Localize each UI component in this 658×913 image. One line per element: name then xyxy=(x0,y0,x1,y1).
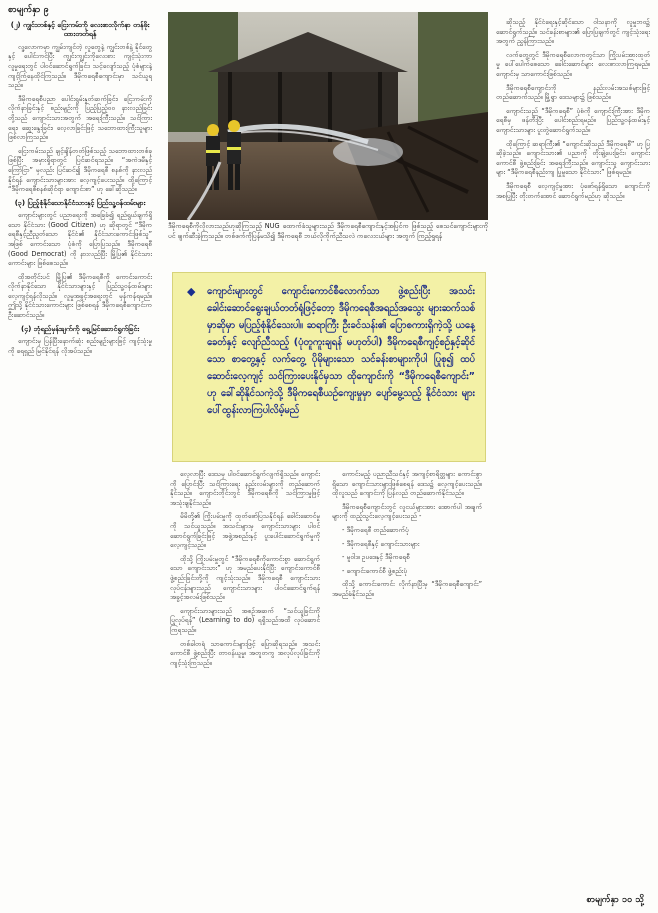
paragraph: ဒီမိုကရေစီကျောင်းကို နည်းလမ်းအသစ်များဖြင့် တည်ဆောက်သည်။ မြို့ရွာ ဒေသများ၌ ဖြစ်သည်။ xyxy=(496,83,650,102)
section-heading-2: (၂) ကျွင်းတစ်နှင့် ငြေးကမ်းကို လေးစားလိုက်နာ တန်ဖိုးထားတတ်ရန် xyxy=(10,21,150,39)
paragraph: လေ့လာပြီး ဒေသမှ ပါဝင်ဆောင်ရွက်လျက်ရှိသည်။ ကျောင်းကို ပြောင်းပြီး သင်ကြားရေး နည်းလမ်းများကို တည်ဆောက်နိုင်သည်။ ကျောင်းတိုင်းတွင် ဒီမိုကရေစီကို သင်ကြားမှုဖြင့် အသုံးချနိုင်သည်။ xyxy=(170,470,320,507)
news-photo-burned-school xyxy=(168,12,488,220)
column-3 xyxy=(332,470,482,902)
paragraph: ငြေးကမ်းသည် ချင့်ချိန်တတ်ဖြစ်သည့် သဘောထားတစ်ခု ဖြစ်ပြီး အမှားရှိရာတွင် ပြင်ဆင်ရသည်။ “အကဲဒမီနှင့် ကြော်ငြာ” မှလည်း ပြင်ဆင်၍ ဒီမိုကရေစီ စနစ်ကို နားလည်နိုင်ရန် ကျောင်းသားများအား လေ့ကျင့်ပေးသည်။ ထို့ကြောင့် “ဒီမိုကရေစီစနစ်ဆိုင်ရာ ကျောင်းစာ” ဟု ခေါ်ဆိုသည်။ xyxy=(8,146,152,194)
paragraph: ထိုအတိုင်းပင် မြို့ပြ၏ ဒီမိုကရေစီကို ကောင်းကောင်း လိုက်နာနိုင်သော နိုင်ငံသားများနှင့် ပြည်သူ့ဝန်ထမ်းများ လေ့ကျင့်ရန်လိုသည်။ လူမှုအခွင့်အရေးတွင် မှန်ကန်ရမည်။ ဤသို့ နိုင်ငံသားကောင်းများ ဖြစ်စေရန် ဒီမိုကရေစီကျောင်းက ဦးဆောင်သည်။ xyxy=(8,272,152,320)
paragraph: လက်တွေ့တွင် ဒီမိုကရေစီလောကတွင်သာ ကြိုးပမ်းအားထုတ်မှု ပေါ်ပေါက်စေသော ခေါင်းဆောင်များ လေးစားလာကြရမည်။ ကျောင်းမှ သာကောင်းဖြစ်သည်။ xyxy=(496,50,650,78)
page-number-bottom: စာမျက်နှာ ၁၀ သို့ xyxy=(586,895,644,905)
pull-quote-box xyxy=(172,272,486,462)
list-item: - ဒီမိုကရေစီ တည်ဆောက်ပုံ xyxy=(342,525,409,534)
pull-quote-text: ကျောင်းများတွင် ကျောင်းကောင်စီလောက်သာ ဖွဲ့စည်းပြီး အသင်း ခေါင်းဆောင်ရွေးချယ်တတ်ရုံဖြင့်တော့ ဒီမိုကရေစီအရည်အသွေး များဆက်သစ်မှာဆိုမှာ မပြည့်စုံနိုင်သေးပါ။ ဆရာကြီး ဦးခင်သန်း၏ ပြောစကားရှိကဲ့သို့ ယနေ့ခေတ်နှင့် လျော်ညီသည့် (ပုံတူကူးချရန် မဟုတ်ပါ) ဒီမိုကရေစီကျင့်စဉ်နှင့်ဆိုင်သော စာတွေ့နှင့် လက်တွေ့ ပိုမိုများသော သင်ခန်းစာများကိုပါ ပြုစု၍ ထပ်ဆောင်းလေ့ကျင့် သင်ကြားပေးနိုင်မှသာ ထိုကျောင်းကို “ဒီမိုကရေစီကျောင်း” ဟု ခေါ်ဆိုနိုင်သကဲ့သို့ ဒီမိုကရေစီယဉ်ကျေးမှုမှာ ပျော်မွေ့သည့် နိုင်ငံသား များ ပေါ်ထွန်းလာကြပါလိမ့်မည် xyxy=(207,286,475,416)
paragraph: ထိုသို့ ကြိုးပမ်းမှုတွင် “ဒီမိုကရေစီကိုကောင်းစွာ ဆောင်ရွက်သော ကျောင်းသား” ဟု အမည်ပေးနိုင်ပြီး ကျောင်းကောင်စီ ဖွဲ့စည်းခြင်းတို့ကို ကျင့်သုံးသည်။ ဒီမိုကရေစီ ကျောင်းသားလုပ်ငန်းများသည် ကျောင်းသားများ ပါဝင်ဆောင်ရွက်ရန် အခွင့်အလမ်းဖြစ်သည်။ xyxy=(170,554,320,602)
paragraph: ကောင်းမည့် ပညာညီသင်နှင့် အကျင့်စာရိတ္တများ ကောင်းစွာ ရှိသော ကျောင်းသားများဖြစ်စေရန် ဒေသ၌ လေ့ကျင့်ပေးသည်။ ထိုလူသည် ကျောင်းကို ပြန်လည် တည်ဆောက်နိုင်သည်။ xyxy=(332,470,482,498)
burned-building-illustration xyxy=(168,12,488,220)
paragraph: ကျောင်းသည် “ဒီမိုကရေစီ” ပုံစံကို ကျောင်းကြီးအား ဒီမိုကရေစီမှ ဖန်တီးပြီး ပေါင်းစည်းရမည်။ ပြည်သူ့ဝန်ထမ်းနှင့် ကျောင်းသားများ ပူးတွဲဆောင်ရွက်သည်။ xyxy=(496,106,650,134)
paragraph: တစ်ခါတရံ သာကောင်းများဖြင့် ပြောဆိုရသည်။ အသင်း ကောင်စီ ဖွဲ့စည်းပြီး တာဝန်ယူမှု၊ အတူတကွ အလုပ်လုပ်ခြင်းကို ကျင့်သုံးကြသည်။ xyxy=(170,639,320,667)
paragraph: ဒီမိုကရေစီပညာ ပေါင်းရွမ်းနှုတ်ဆက်ခြင်း၊ ငြေးကမ်းကို လိုက်နာခြင်းနှင့် စည်းမျဉ်းကို ပြည့်ပြည့်ဝဝ နားလည်ခြင်းတို့သည် ကျောင်းသားအတွက် အရေးကြီးသည်။ သင်ကြားရေး၊ ဆွေးနွေးခြင်း၊ လေ့လာခြင်းဖြင့် သဘောထားကြီးသူများ ဖြစ်လာကြသည်။ xyxy=(8,94,152,142)
column-4 xyxy=(496,18,650,903)
photo-caption: ဒီမိုကရေစီကိုလိုလားသည်ဟုဆိုကြသည့် NUG ထောက်ခံသူများသည် ဒီမိုကရေစီကျောင်းနှင့်အပြင်က ဖြစ်သည့် စေသင်ကျောင်းများကိုပင် ဖျက်ဆီးခဲ့ကြသည်။ တစ်ဖက်ကိုပြန်မသိ၍ ဒီမိုကရေစီ ဘယ်လိုကိုက်ညီသလဲ ကလေးငယ်များ အတွက် ကြည့်ရှုရန် xyxy=(168,222,488,240)
paragraph: ကျောင်းများတွင် ပညာရေးကို အခြေခံ၍ ရည်ရွယ်ချက်ရှိသော နိုင်ငံသား (Good Citizen) ဟု ဆိုရာတွင် “ဒီမိုကရေစီနှင့်ညီညွတ်သော နိုင်ငံ၏ နိုင်ငံသားကောင်းဖြစ်သူ” အဖြစ် ကောင်းသော ပုံစံကို ပြောပြသည်။ ဒီမိုကရေစီ (Good Democrat) ကို နားလည်ပြီး မြို့ပြ၏ နိုင်ငံသားကောင်းများ ဖြစ်စေသည်။ xyxy=(8,211,152,268)
list-item: - မူဝါဒ၊ ဥပဒေနှင့် ဒီမိုကရေစီ xyxy=(342,553,410,562)
section-heading-4: (၄) ဘုံရည်မှန်းချက်ကို ရှေ့မြင်ဆောင်ရွက်ခြင်း xyxy=(20,324,140,333)
paragraph: ကျောင်းမှ ပြန်ပြီးနောက်ဆုံး စည်းမျဉ်းများဖြင့် ကျင့်သုံးမှုကို ရေရှည် မြင်နိုင်ရန် လိုအပ်သည်။ xyxy=(8,337,152,355)
section-heading-3: (၃) ပြည့်စုံနိုင်သောနိုင်ငံသားနှင့် ပြည်သူ့ဝန်ထမ်းများ xyxy=(14,198,146,207)
diamond-bullet-icon: ◆ xyxy=(187,285,196,298)
paragraph: ထိုကြောင့် ဆရာကြီး၏ “ကျောင်းဆိုသည် ဒီမိုကရေစီ” ဟု ပြဆိုခဲ့သည်။ ကျောင်းသား၏ ပညာကို တိုးချဲ့ပေးခြင်း၊ ကျောင်းကောင်စီ ဖွဲ့စည်းခြင်း အရေးကြီးသည်။ ကျောင်းသူ ကျောင်းသားများ “ဒီမိုကရေစီနည်းကျ ပြုမူသော နိုင်ငံသား” ဖြစ်ရမည်။ xyxy=(496,139,650,177)
paragraph: ဆိုသည့် နိုင်ငံရေးနှင့်ဆိုင်သော ဝါသနာကို လူမှုဘဝ၌ ဆောင်ရွက်သည်။ သင်ခန်းစာများ၏ ပြောပြချက်တွင် ကျင့်သုံးရေးအတွက် ညွှန်ကြားသည်။ xyxy=(496,18,650,46)
paragraph: လူ့လောကမှာ ကျွမ်းကျင်တဲ့ လူတွေနဲ့ ကျွင်းတစ်နဲ့ နိုင်တွေနှင့် ပေါင်းကင်ပြီး ကျွင်းကျွင်းကိုလေးစား ကျင့်သုံးကာ လူမှုရေးတွင် ပါဝင်ဆောင်ရွက်ခြင်း၊ သင့်လျော်သည့် ပုံစံများနဲ့ ကျင့်ကြံနေထိုင်ကြသည်။ ဒီမိုကရေစီကျောင်းမှာ သင်ယူရသည်။ xyxy=(8,42,152,90)
page-number-top: စာမျက်နှာ ၉ xyxy=(8,5,49,15)
paragraph: မိမိတို့၏ ကြိုးပမ်းမှုကို ထုတ်ဖော်ပြသနိုင်ရန် ခေါင်းဆောင်မှုကို သင်ယူသည်။ အသင်းများမှ ကျောင်းသားများ ပါဝင်ဆောင်ရွက်ခြင်းဖြင့် အဖွဲ့အစည်းနှင့် ပူးပေါင်းဆောင်ရွက်မှုကို လေ့ကျင့်သည်။ xyxy=(170,512,320,550)
paragraph: ကျောင်းသားများသည် အစဉ်အဆက် “သင်ယူခြင်းကို ပြုလုပ်ရန်” (Learning to do) ရရှိသည်အထိ လုပ်ဆောင်ကြရသည်။ xyxy=(170,606,320,634)
paragraph: ဒီမိုကရေစီ လေ့ကျင့်မှုအား ပုံဖော်ရန်ရှိသော ကျောင်းကို အစပြုပြီး တိုးတက်အောင် ဆောင်ရွက်မည်ဟု ဆိုသည်။ xyxy=(496,181,650,200)
paragraph: ဒီမိုကရေစီကျောင်းတွင် လူငယ်များအား အောက်ပါ အချက်များကို ထည့်သွင်းလေ့ကျင့်ပေးသည် - xyxy=(332,502,482,521)
paragraph: ထိုသို့ ကောင်းကောင်း လိုက်နာပြီးမှ “ဒီမိုကရေစီကျောင်း” အမည်ခံနိုင်သည်။ xyxy=(332,580,482,598)
column-2 xyxy=(170,470,320,902)
list-item: - ဒီမိုကရေစီနှင့် ကျောင်းသားများ xyxy=(342,539,420,548)
list-item: - ကျောင်းကောင်စီ ဖွဲ့စည်းပုံ xyxy=(342,566,408,575)
column-1 xyxy=(8,18,152,903)
